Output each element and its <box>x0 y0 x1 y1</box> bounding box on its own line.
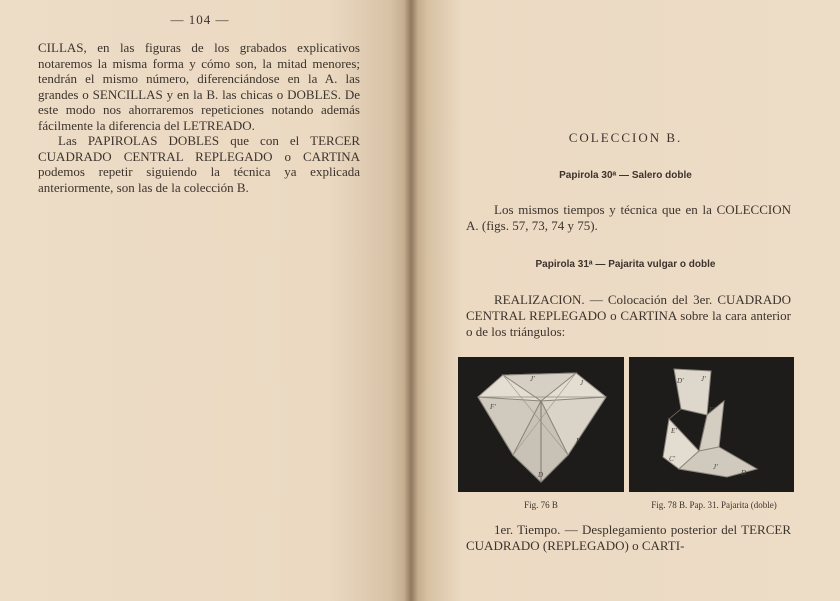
origami-pajarita-image <box>629 357 794 492</box>
figure2-label: J' <box>713 463 718 471</box>
left-paragraph-2: Las PAPIROLAS DOBLES que con el TERCER CUADRADO CENTRAL REPLEGADO o CARTINA podemos repetir siguiendo la técnica ya explicada anteriormente, son las de la colección B. <box>38 133 360 195</box>
paragraph-realizacion: REALIZACION. — Colocación del 3er. CUADRADO CENTRAL REPLEGADO o CARTINA sobre la cara anterior o de los triángulos: <box>466 292 791 339</box>
figure1-label: F' <box>490 403 496 411</box>
text-primer-tiempo <box>466 522 791 554</box>
figure1-label: J <box>580 379 584 387</box>
left-page-text <box>38 40 360 195</box>
left-page <box>0 0 411 601</box>
left-paragraph-1: CILLAS, en las figuras de los grabados explicativos notaremos la misma forma y cómo son, la mitad menores; tendrán el mismo número, diferenciándose en la A. las grandes o SENCILLAS y en la B. las chicas o DOBLES. De este modo nos ahorraremos repeticiones notando además fácilmente la diferencia del LETREADO. <box>38 40 360 133</box>
right-page <box>411 0 840 601</box>
figure2-label: J' <box>701 375 706 383</box>
collection-title: COLECCION B. <box>568 130 683 145</box>
paragraph-papirola-30: Los mismos tiempos y técnica que en la COLECCION A. (figs. 57, 73, 74 y 75). <box>466 202 791 233</box>
figure1-label: D <box>538 471 544 479</box>
paragraph-primer-tiempo: 1er. Tiempo. — Desplegamiento posterior del TERCER CUADRADO (REPLEGADO) o CARTI- <box>466 522 791 553</box>
figure2-label: D' <box>677 377 684 385</box>
figure2-label: D <box>741 469 747 477</box>
figure2-label: C' <box>669 455 676 463</box>
figure1-label: F <box>576 437 581 445</box>
figure-78b-caption: Fig. 78 B. Pap. 31. Pajarita (doble) <box>651 500 777 510</box>
figure1-label: J' <box>530 375 535 383</box>
heading-papirola-31: Papirola 31ᵃ — Pajarita vulgar o doble <box>535 259 716 270</box>
figure-76b-photo <box>458 357 624 492</box>
origami-salero-image <box>458 357 624 492</box>
figure-78b-photo <box>629 357 794 492</box>
figure2-label: F' <box>709 406 715 414</box>
figure-76b-caption: Fig. 76 B <box>524 500 558 510</box>
text-papirola-30 <box>466 202 791 234</box>
page-number: — 104 — <box>170 12 230 27</box>
book-gutter <box>404 0 418 601</box>
text-realizacion <box>466 292 791 340</box>
heading-papirola-30: Papirola 30ᵃ — Salero doble <box>559 170 692 181</box>
figure2-label: E' <box>671 427 677 435</box>
